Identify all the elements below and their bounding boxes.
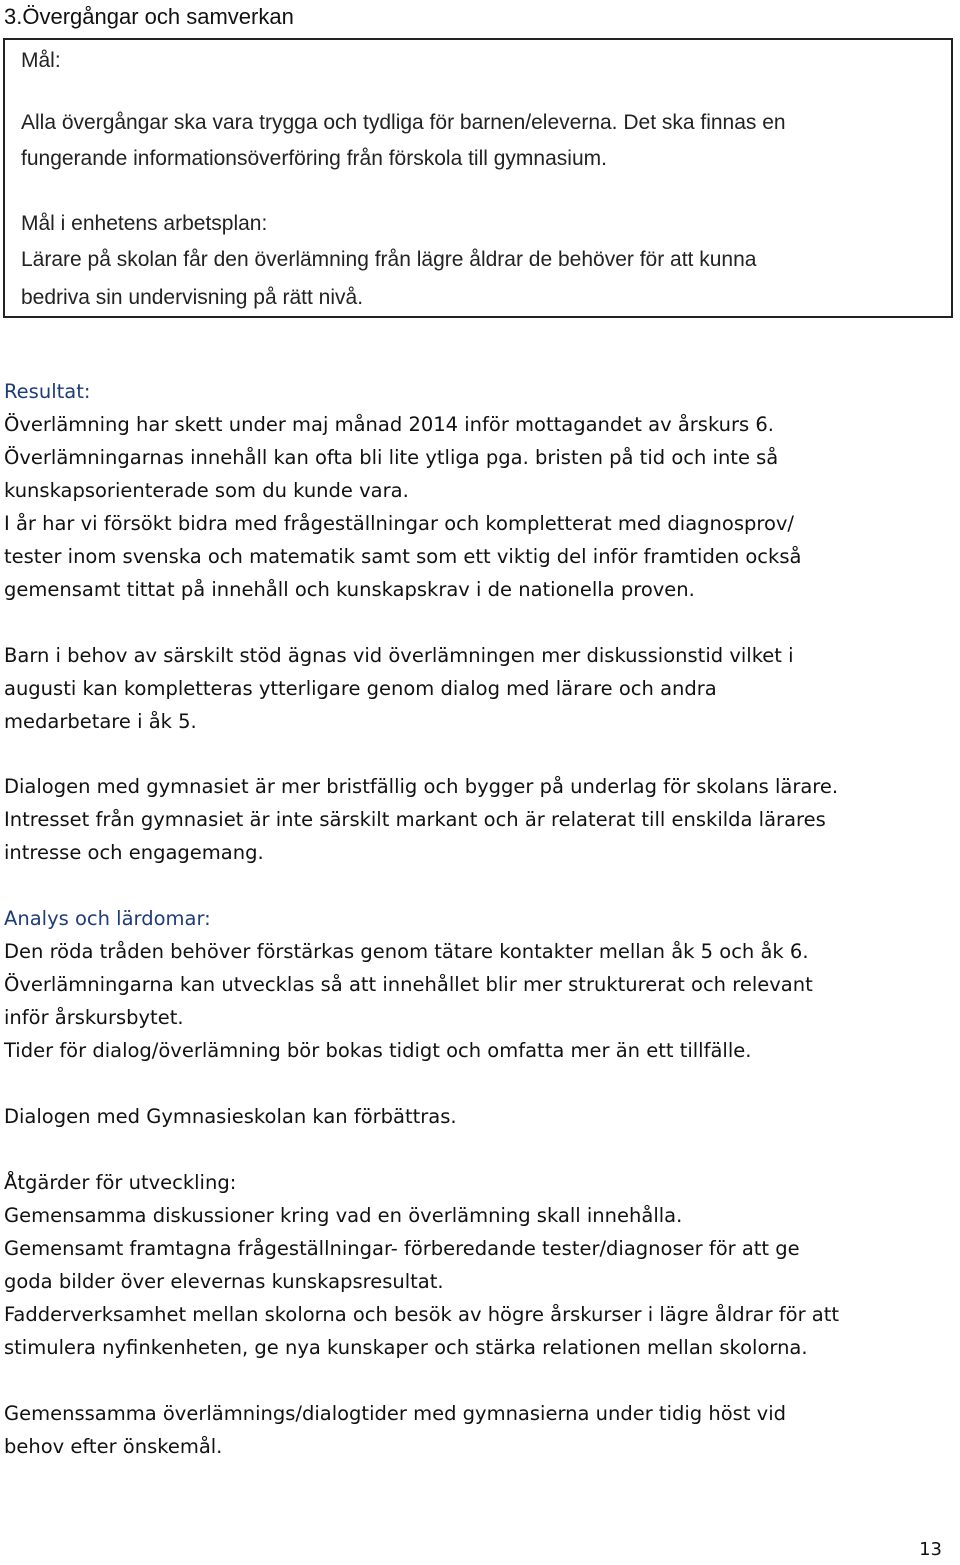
- actions-title: Åtgärder för utveckling:: [4, 1171, 237, 1194]
- result-line: Överlämningarnas innehåll kan ofta bli lite ytliga pga. bristen på tid och inte så: [4, 446, 779, 469]
- support-line: augusti kan kompletteras ytterligare genom dialog med lärare och andra: [4, 677, 717, 700]
- result-title: Resultat:: [4, 380, 91, 403]
- result-line: Överlämning har skett under maj månad 2014 inför mottagandet av årskurs 6.: [4, 413, 774, 436]
- plan-label: Mål i enhetens arbetsplan:: [21, 212, 268, 235]
- actions-line: stimulera nyfinkenheten, ge nya kunskaper och stärka relationen mellan skolorna.: [4, 1336, 808, 1359]
- actions-line: Gemensamt framtagna frågeställningar- förberedande tester/diagnoser för att ge: [4, 1237, 800, 1260]
- result-line: I år har vi försökt bidra med frågeställningar och kompletterat med diagnosprov/: [4, 512, 794, 535]
- analysis-line: Den röda tråden behöver förstärkas genom tätare kontakter mellan åk 5 och åk 6.: [4, 940, 809, 963]
- actions-line: goda bilder över elevernas kunskapsresultat.: [4, 1270, 444, 1293]
- analysis-line: Tider för dialog/överlämning bör bokas tidigt och omfatta mer än ett tillfälle.: [4, 1039, 752, 1062]
- actions-final-line: behov efter önskemål.: [4, 1435, 223, 1458]
- plan-line: Lärare på skolan får den överlämning från lägre åldrar de behöver för att kunna: [21, 248, 757, 271]
- actions-line: Gemensamma diskussioner kring vad en överlämning skall innehålla.: [4, 1204, 683, 1227]
- goal-line: fungerande informationsöverföring från förskola till gymnasium.: [21, 147, 607, 170]
- actions-final-line: Gemenssamma överlämnings/dialogtider med gymnasierna under tidig höst vid: [4, 1402, 786, 1425]
- result-line: kunskapsorienterade som du kunde vara.: [4, 479, 409, 502]
- analysis-line: inför årskursbytet.: [4, 1006, 184, 1029]
- actions-line: Fadderverksamhet mellan skolorna och besök av högre årskurser i lägre åldrar för att: [4, 1303, 840, 1326]
- page-number: 13: [919, 1539, 942, 1560]
- analysis-title: Analys och lärdomar:: [4, 907, 211, 930]
- analysis-extra-line: Dialogen med Gymnasieskolan kan förbättras.: [4, 1105, 457, 1128]
- goal-label: Mål:: [21, 49, 61, 72]
- high-school-line: intresse och engagemang.: [4, 841, 264, 864]
- plan-line: bedriva sin undervisning på rätt nivå.: [21, 286, 364, 309]
- support-line: medarbetare i åk 5.: [4, 710, 197, 733]
- analysis-line: Överlämningarna kan utvecklas så att innehållet blir mer strukturerat och relevant: [4, 973, 813, 996]
- section-heading: 3.Övergångar och samverkan: [4, 4, 294, 29]
- goal-box: [3, 38, 953, 318]
- support-line: Barn i behov av särskilt stöd ägnas vid överlämningen mer diskussionstid vilket i: [4, 644, 794, 667]
- goal-line: Alla övergångar ska vara trygga och tydliga för barnen/eleverna. Det ska finnas en: [21, 111, 786, 134]
- result-line: tester inom svenska och matematik samt som ett viktig del inför framtiden också: [4, 545, 802, 568]
- high-school-line: Dialogen med gymnasiet är mer bristfällig och bygger på underlag för skolans lärare.: [4, 775, 839, 798]
- result-line: gemensamt tittat på innehåll och kunskapskrav i de nationella proven.: [4, 578, 695, 601]
- high-school-line: Intresset från gymnasiet är inte särskilt markant och är relaterat till enskilda lärares: [4, 808, 826, 831]
